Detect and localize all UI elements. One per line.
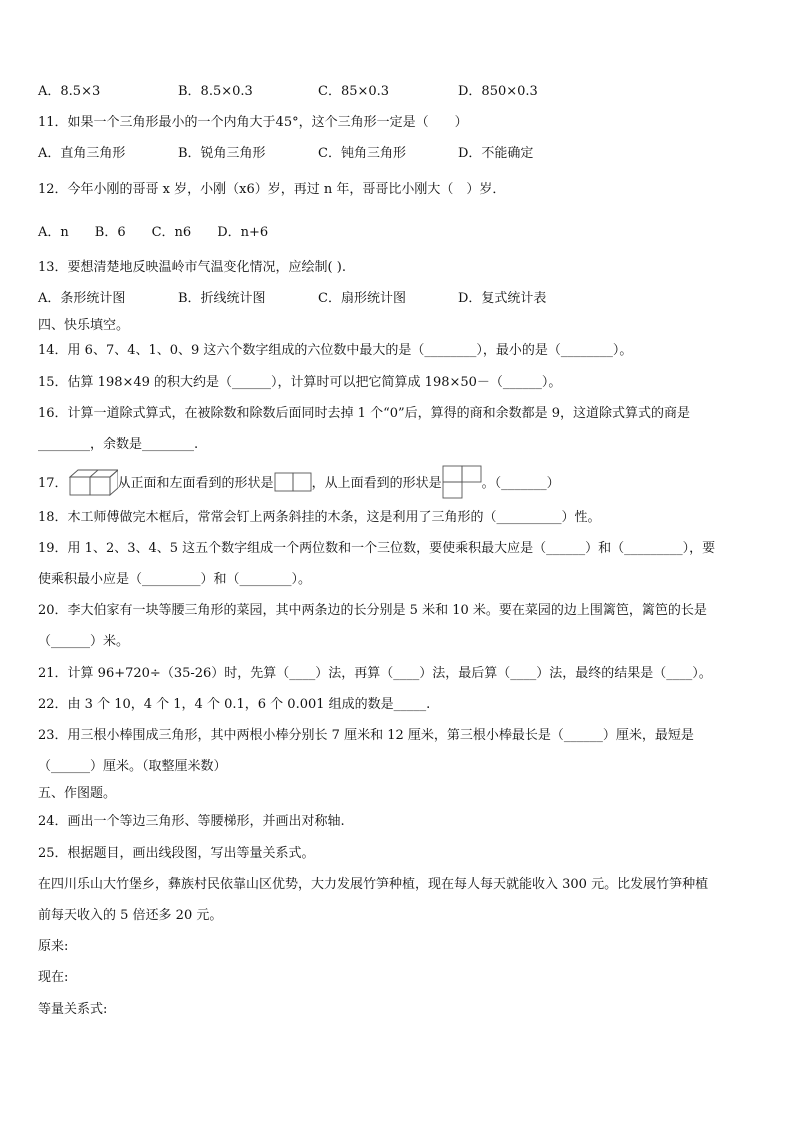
q13-option-d[interactable]: D．复式统计表 [458,291,547,306]
q12-option-d[interactable]: D．n+6 [217,225,269,240]
q25-line-2: 前每天收入的 5 倍还多 20 元。 [38,908,223,923]
q20-line-1: 20．李大伯家有一块等腰三角形的菜园，其中两条边的长分别是 5 米和 10 米。要在菜园的边上围篱笆，篱笆的长是 [38,603,707,618]
q18: 18．木工师傅做完木框后，常常会钉上两条斜挂的木条，这是利用了三角形的（__________）性。 [38,510,601,525]
q13-option-c[interactable]: C．扇形统计图 [318,291,406,306]
q25-now-label: 现在: [38,970,69,985]
q22: 22．由 3 个 10，4 个 1，4 个 0.1，6 个 0.001 组成的数是_____. [38,697,431,712]
q11-stem: 11．如果一个三角形最小的一个内角大于45°，这个三角形一定是（ ） [38,115,468,130]
q16-line-1: 16．计算一道除式算式，在被除数和除数后面同时去掉 1 个“0”后，算得的商和余数都是 9，这道除式算式的商是 [38,406,691,421]
q13-stem: 13．要想清楚地反映温岭市气温变化情况，应绘制( ). [38,260,346,275]
q10-option-a[interactable]: A．8.5×3 [38,84,101,99]
q15: 15．估算 198×49 的积大约是（______），计算时可以把它简算成 198×50－（______）。 [38,375,562,390]
q17 [38,468,758,500]
q11-options [38,146,758,162]
q11-option-c[interactable]: C．钝角三角形 [318,146,406,161]
q10-option-d[interactable]: D．850×0.3 [458,84,538,99]
q11-option-b[interactable]: B．锐角三角形 [178,146,266,161]
q17-text-1: 从正面和左面看到的形状是 [117,476,274,491]
q13-option-b[interactable]: B．折线统计图 [178,291,266,306]
q20-line-2: （______）米。 [38,634,130,649]
q17-number: 17． [38,476,68,491]
q25-line-1: 在四川乐山大竹堡乡，彝族村民依靠山区优势，大力发展竹笋种植，现在每人每天就能收入 300 元。比发展竹笋种植 [38,877,709,892]
q25-before-label: 原来: [38,939,69,954]
q12-option-a[interactable]: A．n [38,225,69,240]
q10-option-c[interactable]: C．85×0.3 [318,84,390,99]
q24: 24．画出一个等边三角形、等腰梯形，并画出对称轴. [38,814,345,829]
q25-stem: 25．根据题目，画出线段图，写出等量关系式。 [38,846,315,861]
q10-option-b[interactable]: B．8.5×0.3 [178,84,253,99]
cube-stack-figure [68,467,118,502]
q13-options [38,291,758,307]
q12-options [38,225,758,241]
top-view-figure [442,465,482,504]
section-4-heading: 四、快乐填空。 [38,318,130,333]
q25-equation-label: 等量关系式: [38,1002,108,1017]
q16-line-2: ________，余数是________. [38,437,199,452]
q10-options [38,84,758,100]
q14: 14．用 6、7、4、1、0、9 这六个数字组成的六位数中最大的是（________），最小的是（________）。 [38,343,633,358]
q12-option-b[interactable]: B．6 [94,225,126,240]
q23-line-2: （______）厘米。（取整厘米数） [38,759,227,774]
q13-option-a[interactable]: A．条形统计图 [38,291,126,306]
q23-line-1: 23．用三根小棒围成三角形，其中两根小棒分别长 7 厘米和 12 厘米，第三根小棒最长是（______）厘米，最短是 [38,728,694,743]
q19-line-1: 19．用 1、2、3、4、5 这五个数字组成一个两位数和一个三位数，要使乘积最大应是（______）和（_________），要 [38,541,716,556]
q17-text-3: 。（_______） [481,476,560,491]
q11-option-a[interactable]: A．直角三角形 [38,146,126,161]
q12-stem: 12．今年小刚的哥哥 x 岁，小刚（x6）岁，再过 n 年，哥哥比小刚大（ ）岁． [38,182,506,197]
q19-line-2: 使乘积最小应是（_________）和（________）。 [38,572,312,587]
front-side-view-figure [274,472,312,497]
section-5-heading: 五、作图题。 [38,786,117,801]
q21: 21．计算 96+720÷（35-26）时，先算（____）法，再算（____）法，最后算（____）法，最终的结果是（____）。 [38,666,712,681]
q11-option-d[interactable]: D．不能确定 [458,146,534,161]
q12-option-c[interactable]: C．n6 [151,225,192,240]
q17-text-2: ，从上面看到的形状是 [311,476,442,491]
